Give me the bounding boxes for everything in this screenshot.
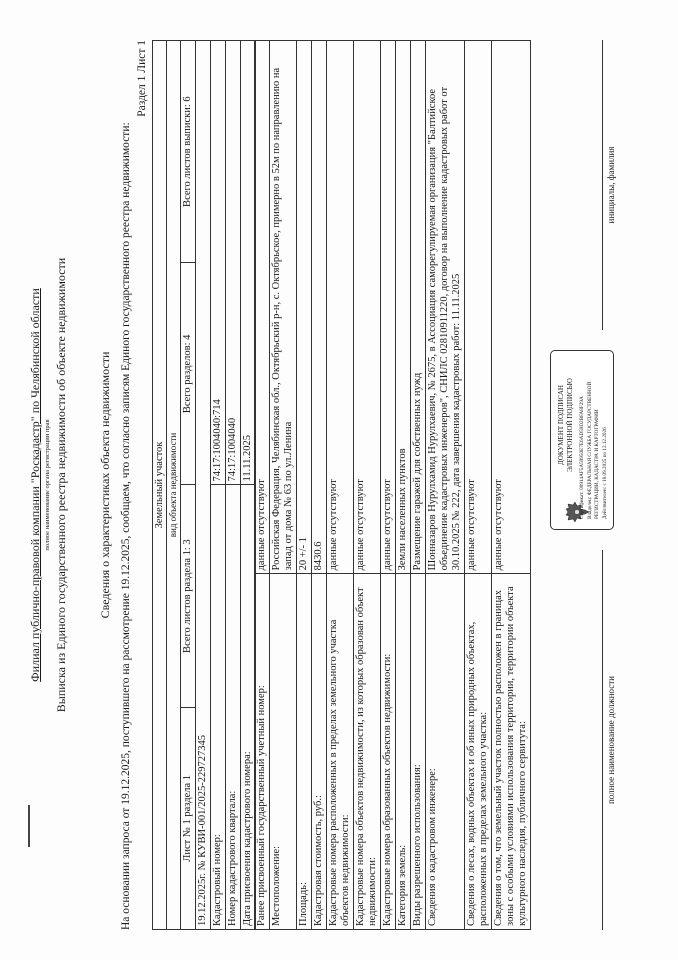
- details-table: [254, 40, 531, 930]
- sheets-total: Всего листов выписки: 6: [181, 41, 196, 263]
- table-row: [297, 41, 312, 930]
- detail-value: данные отсутствуют: [255, 41, 270, 574]
- detail-label: Виды разрешенного использования:: [411, 574, 426, 930]
- stamp-owner-2: РЕГИСТРАЦИИ, КАДАСТРА И КАРТОГРАФИИ: [594, 409, 600, 519]
- detail-label: Категория земель:: [396, 574, 411, 930]
- detail-value: данные отсутствуют: [465, 41, 492, 574]
- detail-value: данные отсутствуют: [492, 41, 531, 574]
- table-row: [492, 41, 531, 930]
- detail-label: Кадастровые номера объектов недвижимости, из которых образован объект недвижимости:: [354, 574, 381, 930]
- table-row: [381, 41, 396, 930]
- detail-label: Кадастровая стоимость, руб.:: [312, 574, 327, 930]
- detail-label: Сведения о лесах, водных объектах и об иных природных объектах, расположенных в пределах земельного участка:: [465, 574, 492, 930]
- stamp-validity: Действителен: с 18.09.2025 по 12.12.2026: [602, 427, 608, 519]
- sheets-in-section: Всего листов раздела 1: 3: [181, 485, 196, 707]
- table-row: [255, 41, 270, 930]
- initials-caption: инициалы, фамилия: [606, 146, 616, 224]
- detail-value: Размещение гаражей для собственных нужд: [411, 41, 426, 574]
- table-row: [411, 41, 426, 930]
- e-signature-stamp: [550, 350, 614, 530]
- summary-label: Кадастровый номер:: [211, 485, 226, 930]
- table-row: [396, 41, 411, 930]
- object-type: Земельный участок: [154, 441, 165, 529]
- summary-label: Дата присвоения кадастрового номера:: [241, 485, 256, 930]
- summary-value: 74:17:1004040:714: [211, 41, 226, 486]
- stamp-owner-1: Владелец: ФЕДЕРАЛЬНАЯ СЛУЖБА ГОСУДАРСТВЕННОЙ: [587, 381, 593, 519]
- detail-label: Ранее присвоенный государственный учетный номер:: [255, 574, 270, 930]
- table-row: [465, 41, 492, 930]
- summary-value: 74:17:1004040: [226, 41, 241, 486]
- detail-label: Кадастровые номера расположенных в пределах земельного участка объектов недвижимости:: [327, 574, 354, 930]
- signature-area: [557, 40, 622, 930]
- object-type-cell: [153, 41, 181, 930]
- detail-value: Шонназаров Нурулхамид Нурулхаевич, № 2675, в Ассоциация саморегулируемая организация "Балтийское объединение кадастровых инженеров", СНИЛС 02810911220, договор на выполнение кадастровых работ от 30.10.2025 № 222, дата завершения кадастровых работ: 11.11.2025: [426, 41, 465, 574]
- detail-value: 20 +/- 1: [297, 41, 312, 574]
- section-sheet-label: Раздел 1 Лист 1: [136, 40, 148, 117]
- section-title: Сведения о характеристиках объекта недвижимости: [98, 351, 112, 619]
- table-row: [354, 41, 381, 930]
- detail-value: данные отсутствуют: [327, 41, 354, 574]
- org-caption: полное наименование органа регистрации прав: [44, 419, 51, 551]
- request-basis: На основании запроса от 19.12.2025, поступившего на рассмотрение 19.12.2025, сообщаем, что согласно записям Единого государственного реестра недвижимости:: [120, 122, 132, 930]
- summary-label: Номер кадастрового квартала:: [226, 485, 241, 930]
- header-table: [152, 40, 256, 930]
- position-caption: полное наименование должности: [606, 676, 616, 804]
- document-title: Выписка из Единого государственного реестра недвижимости об объекте недвижимости: [54, 257, 68, 713]
- detail-value: Земли населенных пунктов: [396, 41, 411, 574]
- detail-label: Площадь:: [297, 574, 312, 930]
- table-row: [312, 41, 327, 930]
- sheet-number: Лист № 1 раздела 1: [181, 707, 196, 929]
- stamp-title-2: ЭЛЕКТРОННОЙ ПОДПИСЬЮ: [566, 378, 574, 472]
- stamp-certificate: Сертификат: 00914AF5A59950E7E6AD59D2BFA8F29A: [579, 396, 585, 519]
- detail-value: 8430.6: [312, 41, 327, 574]
- detail-label: Сведения о том, что земельный участок полностью расположен в границах зоны с особыми условиями использования территории, территории объекта культурного наследия, публичного сервитута:: [492, 574, 531, 930]
- detail-label: Кадастровые номера образованных объектов недвижимости:: [381, 574, 396, 930]
- position-line: [602, 550, 603, 930]
- stamp-title-1: ДОКУМЕНТ ПОДПИСАН: [557, 385, 565, 465]
- initials-line: [602, 40, 603, 330]
- object-type-caption: вид объекта недвижимости: [166, 41, 179, 929]
- detail-label: Сведения о кадастровом инженере:: [426, 574, 465, 930]
- detail-value: Российская Федерация, Челябинская обл., Октябрьский р-н, с. Октябрьское, примерно в 52м по направлению на запад от дома № 63 по ул.Ленина: [270, 41, 297, 574]
- detail-value: данные отсутствуют: [381, 41, 396, 574]
- summary-value: 11.11.2025: [241, 41, 256, 486]
- rotated-document: [24, 20, 644, 950]
- detail-value: данные отсутствуют: [354, 41, 381, 574]
- table-row: [270, 41, 297, 930]
- sections-total: Всего разделов: 4: [181, 263, 196, 485]
- extract-number: 19.12.2025г. № КУВИ-001/2025-229727345: [196, 41, 211, 930]
- detail-label: Местоположение:: [270, 574, 297, 930]
- table-row: [426, 41, 465, 930]
- org-name: Филиал публично-правовой компании "Роскадастр" по Челябинской области: [28, 288, 42, 682]
- table-row: [327, 41, 354, 930]
